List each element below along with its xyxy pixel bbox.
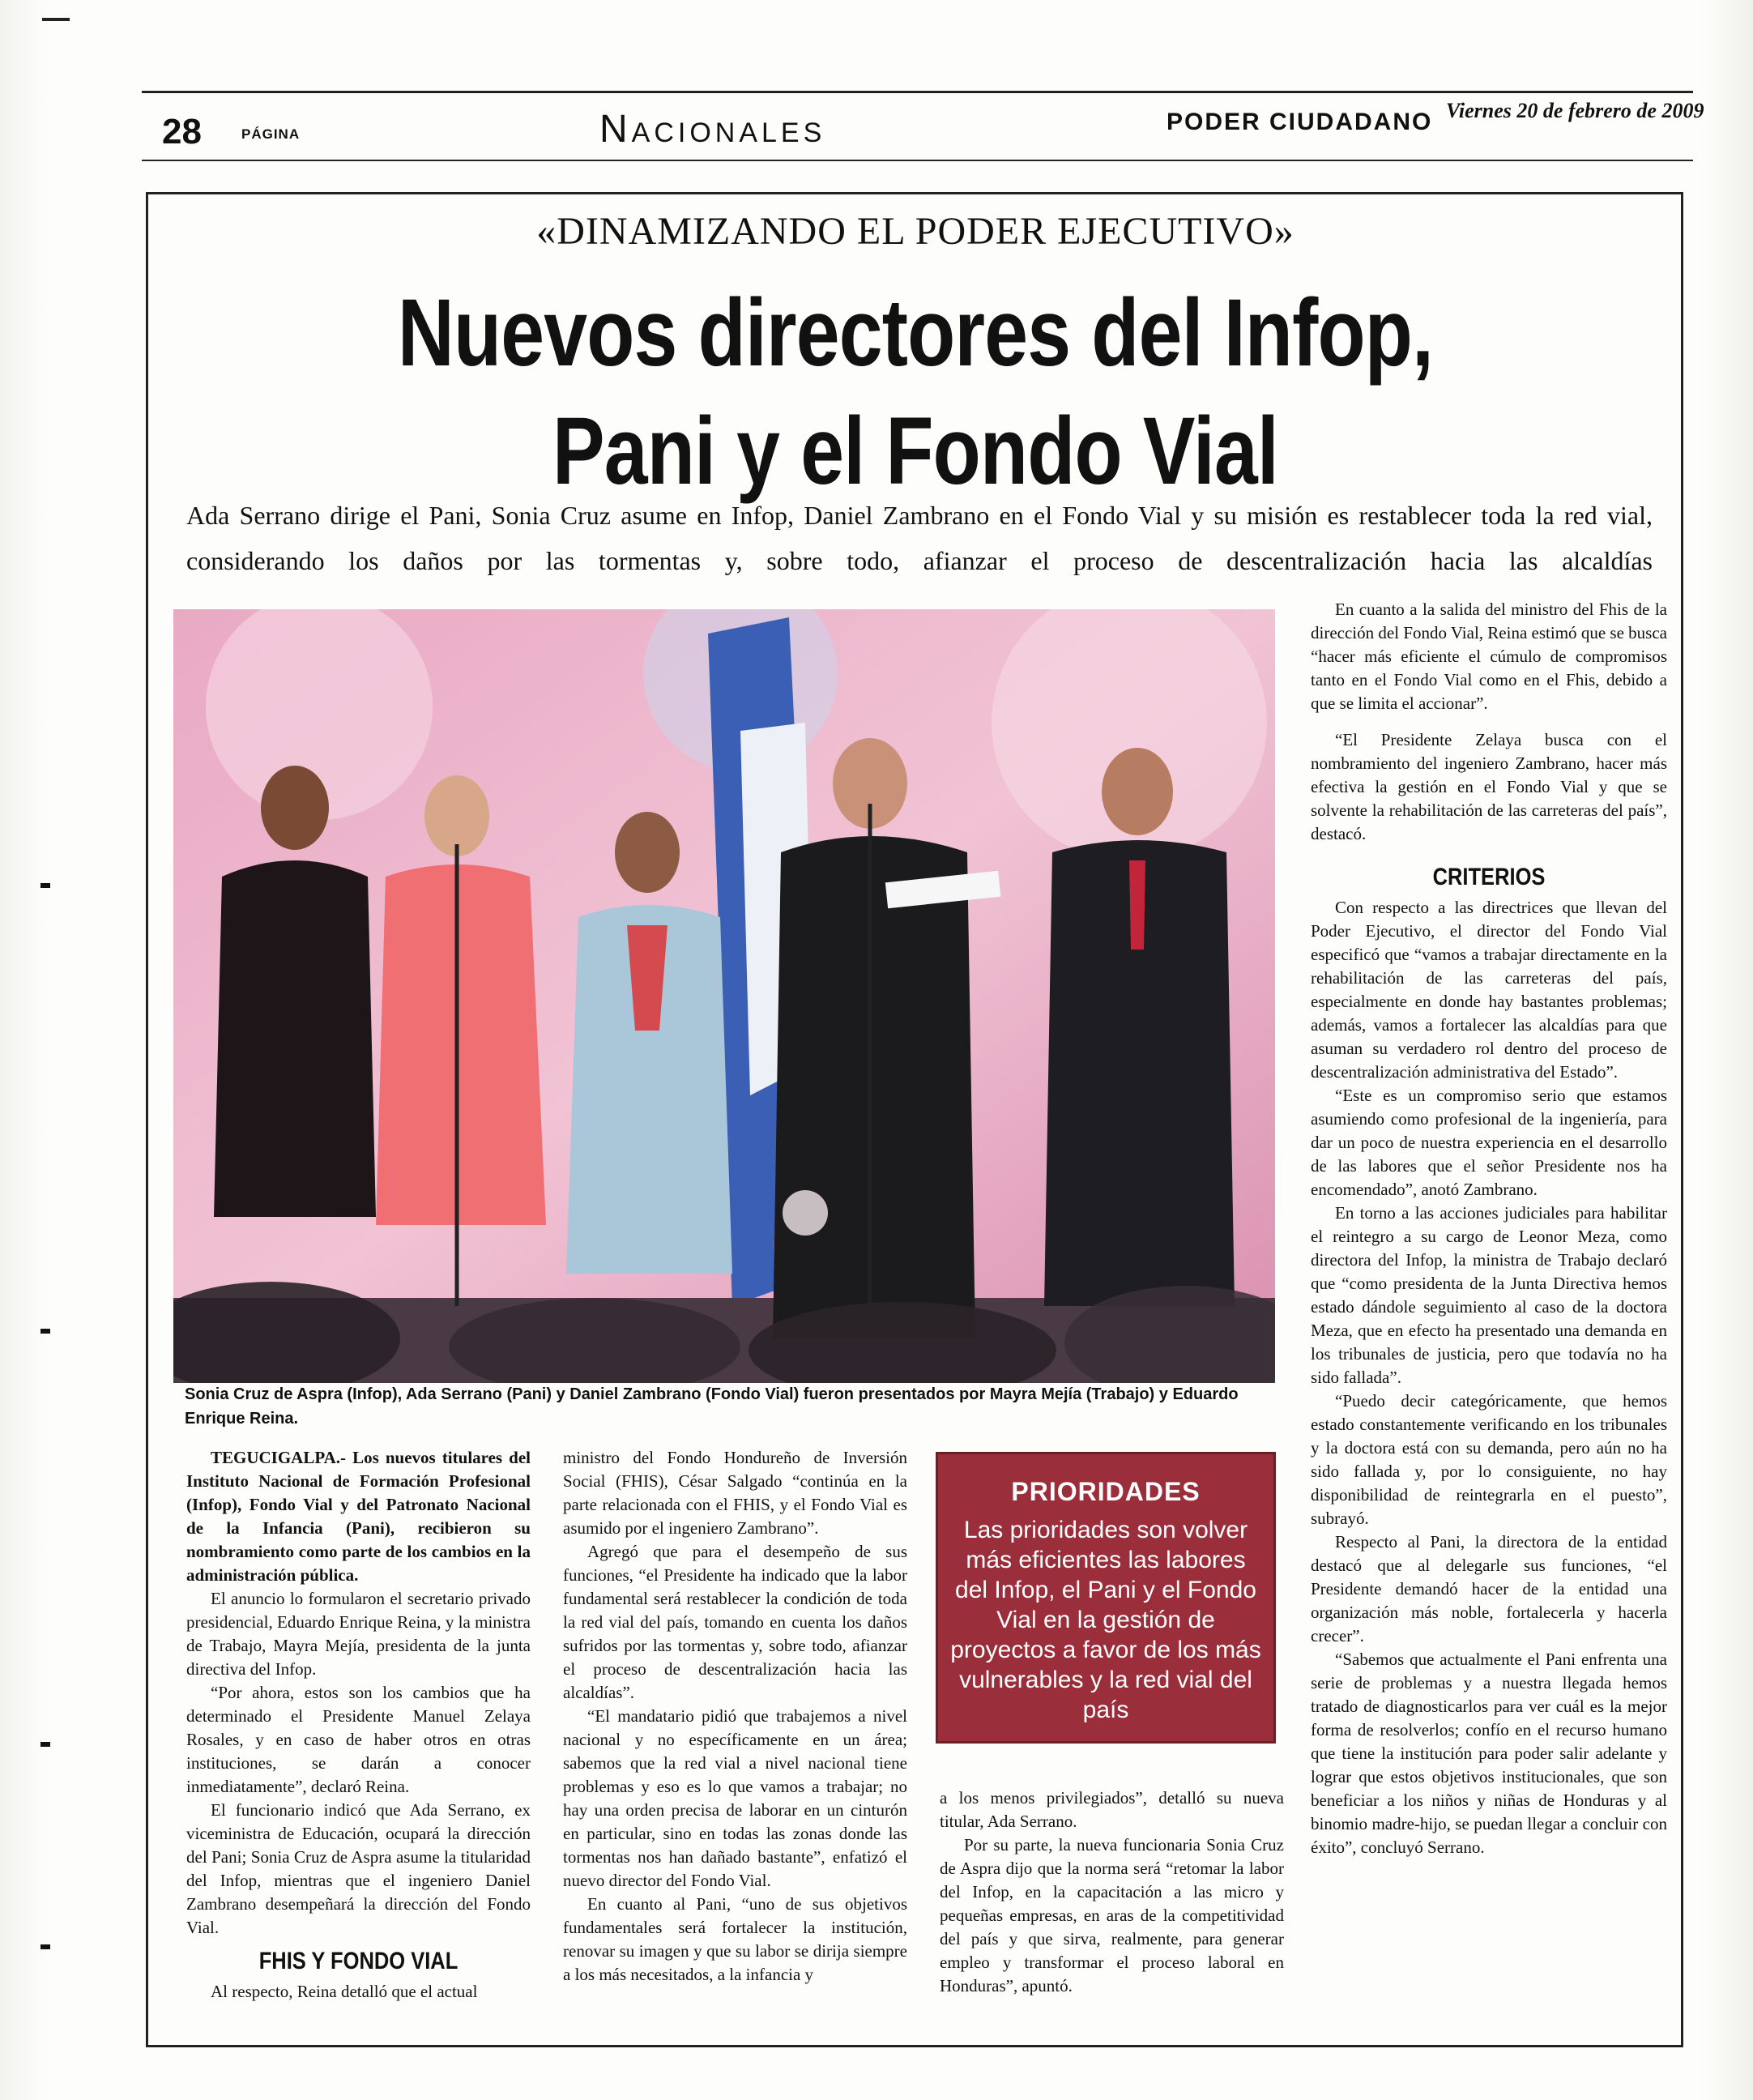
lead-paragraph: TEGUCIGALPA.- Los nuevos titulares del Instituto Nacional de Formación Profesional (Infop), Fondo Vial y del Patronato Nacional de la Infancia (Pani), recibieron su nombramiento como parte de los cambios en la administración pública. xyxy=(186,1448,531,1585)
paragraph: “Por ahora, estos son los cambios que ha determinado el Presidente Manuel Zelaya Rosales, y en caso de haber otros en otras instituciones, se darán a conocer inmediatamente”, declaró Reina. xyxy=(186,1683,531,1796)
binding-mark xyxy=(41,883,50,888)
headline-line-2: Pani y el Fondo Vial xyxy=(552,398,1278,505)
section-title: Nacionales xyxy=(599,108,826,151)
scan-mark xyxy=(42,18,70,21)
priorities-body: Las prioridades son volver más eficientes las labores del Infop, el Pani y el Fondo Vial en la gestión de proyectos a favor de los más vulnerables y la red vial del país xyxy=(950,1517,1261,1723)
issue-date: Viernes 20 de febrero de 2009 xyxy=(1446,99,1704,122)
paragraph: En cuanto al Pani, “uno de sus objetivos fundamentales será fortalecer la institución, renovar su imagen y que su labor se dirija siempre a los más necesitados, a la infancia y xyxy=(563,1894,907,1984)
deck: Ada Serrano dirige el Pani, Sonia Cruz asume en Infop, Daniel Zambrano en el Fondo Vial y su misión es restablecer toda la red vial, considerando los daños por las tormentas y, sobre todo, afianzar el proceso de descentralización hacia las alcaldías xyxy=(186,501,1653,575)
binding-mark xyxy=(41,1742,50,1747)
paragraph: El anuncio lo formularon el secretario privado presidencial, Eduardo Enrique Reina, y la ministra de Trabajo, Mayra Mejía, presidenta de la junta directiva del Infop. xyxy=(186,1589,531,1679)
paragraph: a los menos privilegiados”, detalló su nueva titular, Ada Serrano. xyxy=(940,1788,1284,1831)
headline xyxy=(297,274,1533,510)
kicker: «DINAMIZANDO EL PODER EJECUTIVO» xyxy=(536,210,1294,253)
page-label: PÁGINA xyxy=(241,126,301,142)
article-column-1 xyxy=(186,1446,531,2004)
main-photo xyxy=(173,609,1275,1383)
paragraph: El funcionario indicó que Ada Serrano, ex viceministra de Educación, ocupará la dirección del Pani; Sonia Cruz de Aspra asume la titularidad del Infop, mientras que el ingeniero Daniel Zambrano desempeñará la dirección del Fondo Vial. xyxy=(186,1800,531,1937)
header-top-rule xyxy=(142,91,1693,93)
paragraph: En cuanto a la salida del ministro del Fhis de la dirección del Fondo Vial, Reina estimó que se busca “hacer más eficiente el cúmulo de compromisos tanto en el Fondo Vial como en el Fhis, debido a que se limita el accionar”. xyxy=(1311,600,1667,713)
paragraph: “El Presidente Zelaya busca con el nombramiento del ingeniero Zambrano, hacer más efectiva la gestión en el Fondo Vial y que se solvente la rehabilitación de las carreteras del país”, destacó. xyxy=(1311,730,1667,843)
paragraph: En torno a las acciones judiciales para habilitar el reintegro a su cargo de Leonor Meza, como directora del Infop, la ministra de Trabajo declaró que “como presidenta de la Junta Directiva hemos estado dándole seguimiento al caso de la doctora Meza, que en efecto ha presentado una demanda en los tribunales de justicia, pero que todavía no ha sido fallada”. xyxy=(1311,1203,1667,1387)
paragraph: “Sabemos que actualmente el Pani enfrenta una serie de problemas y a nuestra llegada hemos tratado de diagnosticarlos para ver cuál es la mejor forma de resolverlos; confío en el recurso humano que tiene la institución para poder salir adelante y lograr que estos objetivos institucionales, que son beneficiar a los niños y niñas de Honduras y al binomio madre-hijo, se puedan llegar a concluir con éxito”, concluyó Serrano. xyxy=(1311,1650,1667,1857)
brand-logo: PODER CIUDADANO xyxy=(1167,109,1433,135)
priorities-box xyxy=(936,1452,1276,1744)
paragraph: Respecto al Pani, la directora de la entidad destacó que al delegarle sus funciones, “el Presidente demandó hacer de la entidad una organización más noble, fortalecerla y hacerla crecer”. xyxy=(1311,1532,1667,1645)
photo-caption: Sonia Cruz de Aspra (Infop), Ada Serrano (Pani) y Daniel Zambrano (Fondo Vial) fueron presentados por Mayra Mejía (Trabajo) y Eduardo Enrique Reina. xyxy=(185,1385,1239,1428)
subhead-criterios: CRITERIOS xyxy=(1432,864,1546,890)
headline-line-1: Nuevos directores del Infop, xyxy=(397,280,1434,386)
paragraph: “Este es un compromiso serio que estamos asumiendo como profesional de la ingeniería, para dar un poco de nuestra experiencia en el desarrollo de las labores que el señor Presidente nos ha encomendado”, anotó Zambrano. xyxy=(1311,1086,1667,1199)
paragraph: “Puedo decir categóricamente, que hemos estado constantemente verificando en los tribunales y la doctora está con su demanda, pero aún no ha sido fallada y, por lo consiguiente, no hay disponibilidad de reintegrarla en el puesto”, subrayó. xyxy=(1311,1391,1667,1528)
page-number: 28 xyxy=(162,112,202,152)
priorities-title: PRIORIDADES xyxy=(1011,1477,1201,1506)
press-conference-photo xyxy=(173,609,1275,1383)
binding-mark xyxy=(41,1944,50,1949)
subhead-fhis: FHIS Y FONDO VIAL xyxy=(258,1948,459,1974)
paragraph: ministro del Fondo Hondureño de Inversión Social (FHIS), César Salgado “continúa en la parte relacionada con el FHIS, y el Fondo Vial es asumido por el ingeniero Zambrano”. xyxy=(563,1448,907,1538)
paragraph: Por su parte, la nueva funcionaria Sonia Cruz de Aspra dijo que la norma será “retomar la labor del Infop, en la capacitación a las micro y pequeñas empresas, en aras de la competitividad del país y que sirva, realmente, para generar empleo y transformar el proceso laboral en Honduras”, apuntó. xyxy=(940,1835,1284,1995)
paragraph: “El mandatario pidió que trabajemos a nivel nacional y no específicamente en un área; sabemos que la red vial a nivel nacional tiene problemas y eso es lo que vamos a trabajar; no hay una orden precisa de laborar en un cinturón en particular, sino en todas las zonas donde las tormentas nos han dañado bastante”, enfatizó el nuevo director del Fondo Vial. xyxy=(563,1706,907,1890)
paragraph: Al respecto, Reina detalló que el actual xyxy=(211,1982,478,2001)
paragraph: Agregó que para el desempeño de sus funciones, “el Presidente ha indicado que la labor fundamental será restablecer la condición de toda la red vial del país, tomando en cuenta los daños sufridos por las tormentas y, sobre todo, afianzar el proceso de descentralización hacia las alcaldías”. xyxy=(563,1542,907,1702)
paragraph: Con respecto a las directrices que llevan del Poder Ejecutivo, el director del Fondo Vial especificó que “vamos a trabajar directamente en la rehabilitación de las carreteras del país, especialmente en donde hay bastantes problemas; además, vamos a fortalecer las alcaldías para que asuman su verdadero rol dentro del proceso de descentralización administrativa del Estado”. xyxy=(1311,898,1667,1082)
binding-mark xyxy=(41,1329,50,1334)
article-column-4 xyxy=(1311,598,1667,1859)
article-column-2 xyxy=(563,1446,907,1987)
header-bottom-rule xyxy=(142,160,1693,161)
article-column-3 xyxy=(940,1786,1284,1998)
